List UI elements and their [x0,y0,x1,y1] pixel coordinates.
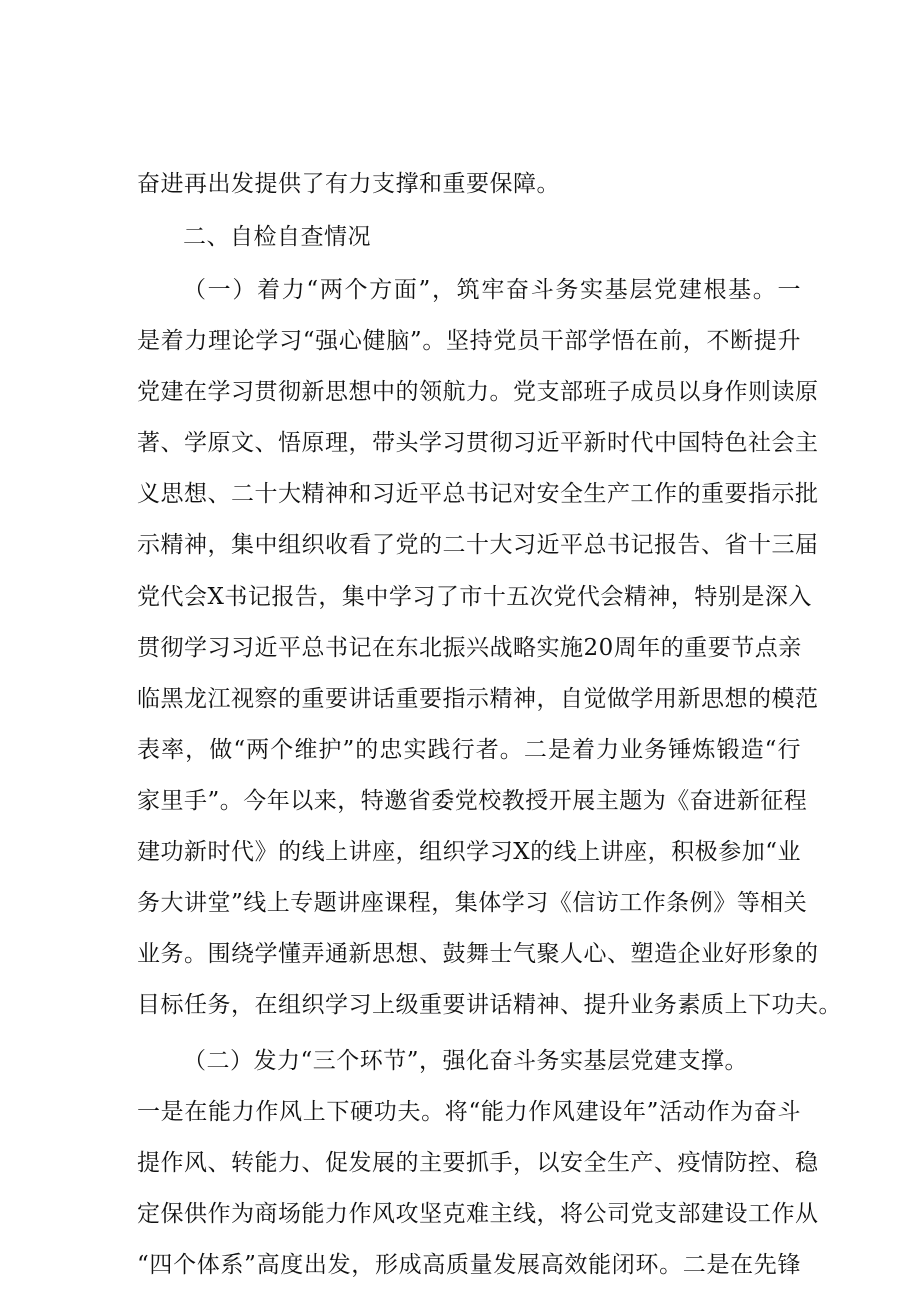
paragraph-line: 奋进再出发提供了有力支撑和重要保障。 [137,171,560,197]
paragraph-line: 著、学原文、悟原理，带头学习贯彻习近平新时代中国特色社会主 [137,430,819,456]
subsection-heading-line: （二）发力“三个环节”，强化奋斗务实基层党建支撑。 [183,1048,749,1074]
paragraph-line: 建功新时代》的线上讲座，组织学习X的线上讲座，积极参加“业 [137,839,801,865]
paragraph-line: 表率，做“两个维护”的忠实践行者。二是着力业务锤炼锻造“行 [137,737,801,763]
paragraph-line: 义思想、二十大精神和习近平总书记对安全生产工作的重要指示批 [137,481,819,507]
paragraph-line: 贯彻学习习近平总书记在东北振兴战略实施20周年的重要节点亲 [137,635,802,661]
paragraph-line: 是着力理论学习“强心健脑”。坚持党员干部学悟在前，不断提升 [137,328,801,354]
paragraph-line: 临黑龙江视察的重要讲话重要指示精神，自觉做学用新思想的模范 [137,686,819,712]
subsection-heading-line: （一）着力“两个方面”，筑牢奋斗务实基层党建根基。一 [183,277,801,303]
paragraph-line: 家里手”。今年以来，特邀省委党校教授开展主题为《奋进新征程 [137,788,808,814]
paragraph-line: 提作风、转能力、促发展的主要抓手，以安全生产、疫情防控、稳 [137,1150,819,1176]
paragraph-line: 党代会X书记报告，集中学习了市十五次党代会精神，特别是深入 [137,584,812,610]
paragraph-line: 示精神，集中组织收看了党的二十大习近平总书记报告、省十三届 [137,532,819,558]
paragraph-line: “四个体系”高度出发，形成高质量发展高效能闭环。二是在先锋 [137,1252,801,1278]
paragraph-line: 目标任务，在组织学习上级重要讲话精神、提升业务素质上下功夫。 [137,992,842,1018]
paragraph-line: 业务。围绕学懂弄通新思想、鼓舞士气聚人心、塑造企业好形象的 [137,941,819,967]
section-heading: 二、自检自查情况 [183,224,371,250]
paragraph-line: 一是在能力作风上下硬功夫。将“能力作风建设年”活动作为奋斗 [137,1099,801,1125]
paragraph-line: 务大讲堂”线上专题讲座课程，集体学习《信访工作条例》等相关 [137,890,808,916]
paragraph-line: 党建在学习贯彻新思想中的领航力。党支部班子成员以身作则读原 [137,379,819,405]
paragraph-line: 定保供作为商场能力作风攻坚克难主线，将公司党支部建设工作从 [137,1201,819,1227]
